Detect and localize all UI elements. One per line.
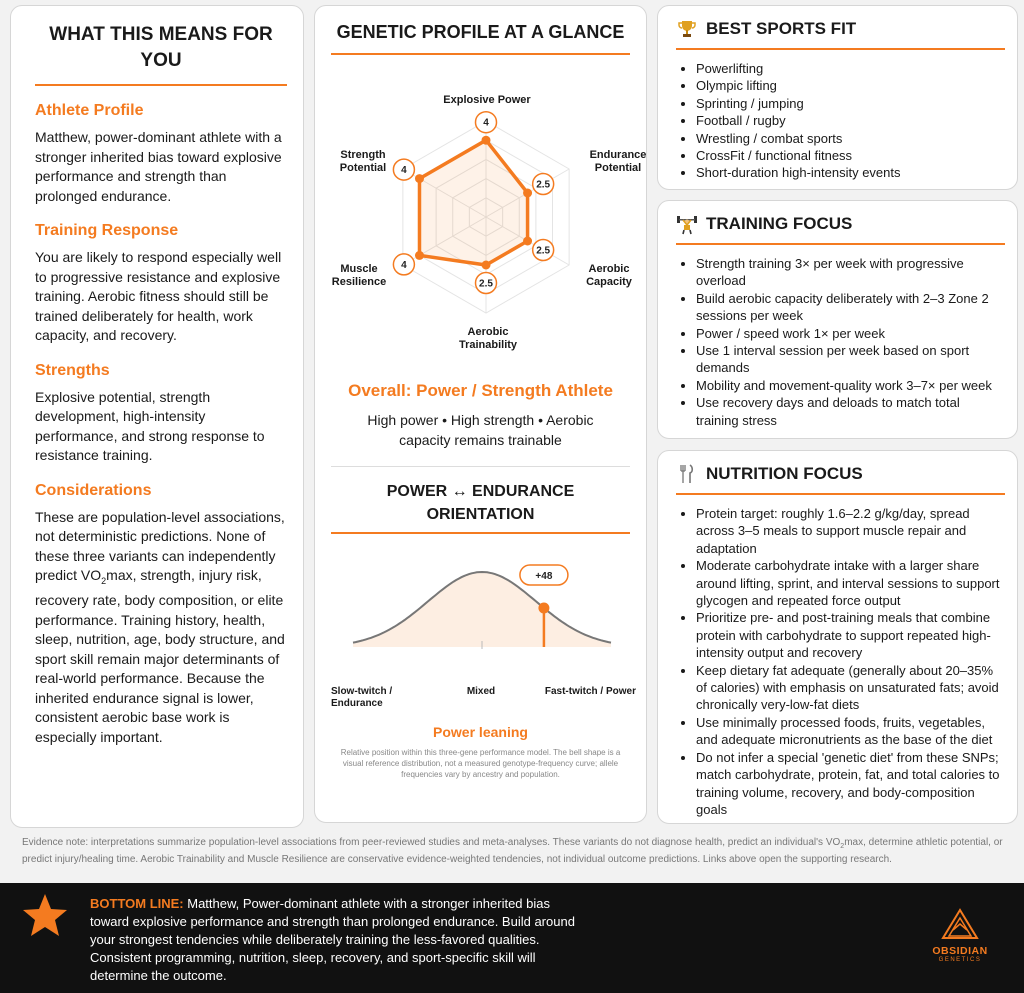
radar-point (415, 251, 424, 260)
considerations-heading: Considerations (35, 481, 152, 499)
considerations-text: These are population-level associations, not deterministic predictions. None of these three variants can independently predict $VO_2\max$, strength, injury risk, recovery rate, body composition, or elite performance. Training history, health, sleep, nutrition, age, body structure, and sport skill remain major determinants of real-world performance. Because the inherited endurance signal is lower, consistent aerobic base work is especially important. (35, 508, 285, 745)
strengths-text: Explosive potential, strength development, high-intensity performance, and strong response to resistance training. (35, 388, 265, 463)
fork-knife-icon (676, 463, 698, 485)
bell-fill (353, 572, 611, 647)
list-item: • Do not infer a special 'genetic diet' from these SNPs; match carbohydrate, protein, fat, and total calories to training volume, recovery, and body-composition goals (696, 749, 1005, 819)
what-this-means-title: WHAT THIS MEANS FOR YOU (35, 22, 287, 86)
what-this-means-card (10, 5, 304, 828)
training-response-section (35, 222, 287, 346)
considerations-section (35, 482, 287, 748)
list-item: • Build aerobic capacity deliberately with 2–3 Zone 2 sessions per week (696, 290, 1005, 325)
radar-value-label: 2.5 (536, 179, 551, 191)
list-item: • Prioritize pre- and post-training meals that combine protein with carbohydrate to support repeated high-intensity output and recovery (696, 609, 1005, 661)
radar-point (482, 261, 491, 270)
list-item: • Strength training 3× per week with progressive overload (696, 255, 1005, 290)
radar-value-label: 4 (483, 117, 489, 129)
brand-sub: GENETICS (938, 957, 982, 963)
best-sports-fit-title: BEST SPORTS FIT (706, 19, 857, 38)
radar-label-endurance-potential: Endurance Potential (589, 149, 647, 174)
radar-label-aerobic-capacity: Aerobic Capacity (586, 263, 632, 288)
best-sports-fit-card (657, 5, 1018, 190)
list-item: • CrossFit / functional fitness (696, 147, 1005, 164)
axis-label-power: Fast-twitch / Power (544, 686, 636, 697)
list-item: • Sprinting / jumping (696, 95, 1005, 112)
obsidian-genetics-logo (920, 908, 1000, 963)
section-divider (331, 466, 630, 467)
radar-label-muscle-resilience: Muscle Resilience (331, 263, 387, 288)
score-marker-dot (538, 602, 549, 613)
radar-value-label: 2.5 (479, 278, 493, 290)
brand-name: OBSIDIAN (932, 945, 988, 957)
list-item: • Protein target: roughly 1.6–2.2 g/kg/day, spread across 3–5 meals to support muscle repair and adaptation (696, 505, 1005, 557)
list-item: • Keep dietary fat adequate (generally about 20–35% of calories) with emphasis on unsaturated fats; avoid chronically very-low-fat diets (696, 662, 1005, 714)
mountain-logo-icon (940, 908, 980, 940)
bottom-line-text: BOTTOM LINE: Matthew, Power-dominant athlete with a stronger inherited bias toward explosive performance and strength than prolonged endurance. Build around your strongest tendencies while deliberately training the less-favored qualities. Consistent programming, nutrition, sleep, recovery, and sport-specific skill will determine the outcome. (90, 896, 575, 983)
radar-value-polygon (419, 140, 527, 265)
nutrition-focus-title: NUTRITION FOCUS (706, 464, 863, 483)
radar-label-strength-potential: Strength Potential (339, 149, 387, 174)
list-item: • Use minimally processed foods, fruits, vegetables, and adequate micronutrients as the base of the diet (696, 714, 1005, 749)
score-label: +48 (535, 570, 553, 582)
strengths-section (35, 362, 287, 466)
orientation-bell-chart (315, 561, 648, 661)
athlete-profile-heading: Athlete Profile (35, 102, 144, 119)
bottom-line-banner (0, 883, 1024, 993)
radar-point (523, 189, 532, 198)
list-item: • Wrestling / combat sports (696, 130, 1005, 147)
sports-list (696, 60, 1005, 182)
radar-value-label: 2.5 (536, 245, 551, 257)
radar-label-explosive-power: Explosive Power (443, 94, 531, 106)
training-response-text: You are likely to respond especially well to progressive resistance and explosive training. Aerobic fitness should still be trained deliberately for health, work capacity, and recovery. (35, 249, 282, 343)
radar-point (415, 174, 424, 183)
evidence-note: Evidence note: interpretations summarize population-level associations from peer-reviewed studies and meta-analyses. These variants do not diagnose health, predict an individual's $VO_2\max$, determine athletic potential, or predict injury/healing time. Aerobic Trainability and Muscle Resilience are conservative evidence-weighted tendencies, not individual outcome predictions. Links above open the supporting research. (22, 837, 1003, 865)
genetic-profile-card (314, 5, 647, 823)
genetic-profile-title: GENETIC PROFILE AT A GLANCE (331, 22, 630, 55)
list-item: • Moderate carbohydrate intake with a larger share around lifting, sprint, and interval sessions to support glycogen and repeated force output (696, 557, 1005, 609)
trophy-icon (676, 18, 698, 40)
radar-value-label: 4 (401, 165, 407, 177)
radar-label-aerobic-trainability: Aerobic Trainability (458, 326, 518, 351)
overall-classification: Overall: Power / Strength Athlete (348, 381, 613, 400)
training-focus-title: TRAINING FOCUS (706, 214, 853, 233)
weightlifter-icon (676, 213, 698, 235)
list-item: • Olympic lifting (696, 77, 1005, 94)
training-list (696, 255, 1005, 429)
list-item: • Short-duration high-intensity events (696, 164, 1005, 181)
radar-chart (315, 86, 648, 366)
nutrition-focus-card (657, 450, 1018, 824)
star-icon (22, 893, 68, 942)
athlete-profile-section (35, 102, 287, 206)
power-leaning-label: Power leaning (433, 724, 528, 740)
list-item: • Use recovery days and deloads to match total training stress (696, 394, 1005, 429)
orientation-title: POWER ↔ ENDURANCE ORIENTATION (331, 480, 630, 534)
training-focus-card (657, 200, 1018, 439)
axis-label-endurance: Slow-twitch / Endurance (331, 686, 393, 709)
axis-label-mixed: Mixed (466, 686, 496, 697)
radar-point (482, 136, 491, 145)
list-item: • Powerlifting (696, 60, 1005, 77)
orientation-fine-print: Relative position within this three-gene performance model. The bell shape is a visual reference distribution, not a measured genotype-frequency curve; allele frequencies vary by ancestry and population. (340, 748, 621, 779)
list-item: • Power / speed work 1× per week (696, 325, 1005, 342)
nutrition-list (696, 505, 1005, 818)
list-item: • Mobility and movement-quality work 3–7× per week (696, 377, 1005, 394)
radar-value-label: 4 (401, 259, 407, 271)
athlete-profile-text: Matthew, power-dominant athlete with a stronger inherited bias toward explosive performance and strength than prolonged endurance. (35, 129, 282, 204)
training-response-heading: Training Response (35, 222, 179, 239)
strengths-heading: Strengths (35, 361, 110, 379)
list-item: • Use 1 interval session per week based on sport demands (696, 342, 1005, 377)
radar-point (523, 237, 532, 246)
overall-summary: High power • High strength • Aerobic capacity remains trainable (367, 412, 594, 448)
list-item: • Football / rugby (696, 112, 1005, 129)
